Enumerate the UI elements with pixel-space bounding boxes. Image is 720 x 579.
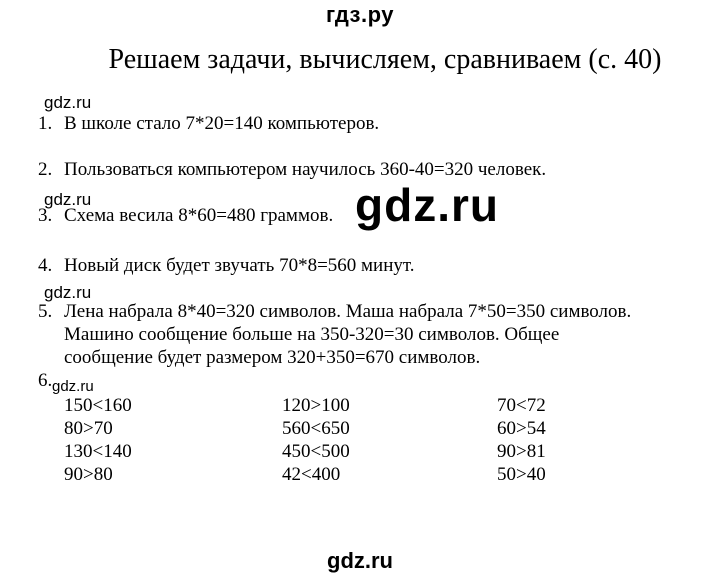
comparison: 60>54 xyxy=(497,418,546,439)
watermark-small: gdz.ru xyxy=(44,283,92,302)
comparison: 560<650 xyxy=(282,418,350,439)
answer-item-4 xyxy=(38,255,415,277)
item-text: Пользоваться компьютером научилось 360-40=320 человек. xyxy=(64,159,547,180)
comparison: 50>40 xyxy=(497,464,546,485)
item-number: 2. xyxy=(38,159,53,180)
site-header: гдз.ру xyxy=(326,2,394,27)
answer-item-2 xyxy=(38,159,546,181)
comparison: 42<400 xyxy=(282,464,341,485)
answer-item-5 xyxy=(38,301,631,323)
comparison: 130<140 xyxy=(64,441,132,462)
item-number: 6. xyxy=(38,370,53,391)
watermark-small: gdz.ru xyxy=(44,93,92,112)
comparison: 90>81 xyxy=(497,441,546,462)
item-text: Схема весила 8*60=480 граммов. xyxy=(64,205,334,226)
item-text: В школе стало 7*20=140 компьютеров. xyxy=(64,113,380,134)
watermark-small: gdz.ru xyxy=(52,378,94,395)
footer-watermark: gdz.ru xyxy=(327,548,393,573)
item-text-line: Машино сообщение больше на 350-320=30 символов. Общее xyxy=(64,324,560,345)
comparison: 120>100 xyxy=(282,395,350,416)
page-title: Решаем задачи, вычисляем, сравниваем (с. 40) xyxy=(108,44,662,75)
comparison: 150<160 xyxy=(64,395,132,416)
watermark-large: gdz.ru xyxy=(355,179,499,231)
answer-item-1 xyxy=(38,113,379,135)
answer-item-3 xyxy=(38,205,333,227)
comparison: 80>70 xyxy=(64,418,113,439)
comparison: 90>80 xyxy=(64,464,113,485)
item-text: Новый диск будет звучать 70*8=560 минут. xyxy=(64,255,415,276)
comparison: 450<500 xyxy=(282,441,350,462)
comparison: 70<72 xyxy=(497,395,546,416)
item-text-line: Лена набрала 8*40=320 символов. Маша набрала 7*50=350 символов. xyxy=(64,301,632,322)
watermark-small: gdz.ru xyxy=(44,190,92,209)
item-number: 4. xyxy=(38,255,53,276)
item-number: 1. xyxy=(38,113,53,134)
item-text-line: сообщение будет размером 320+350=670 символов. xyxy=(64,347,481,368)
item-number: 5. xyxy=(38,301,53,322)
item-number: 3. xyxy=(38,205,53,226)
